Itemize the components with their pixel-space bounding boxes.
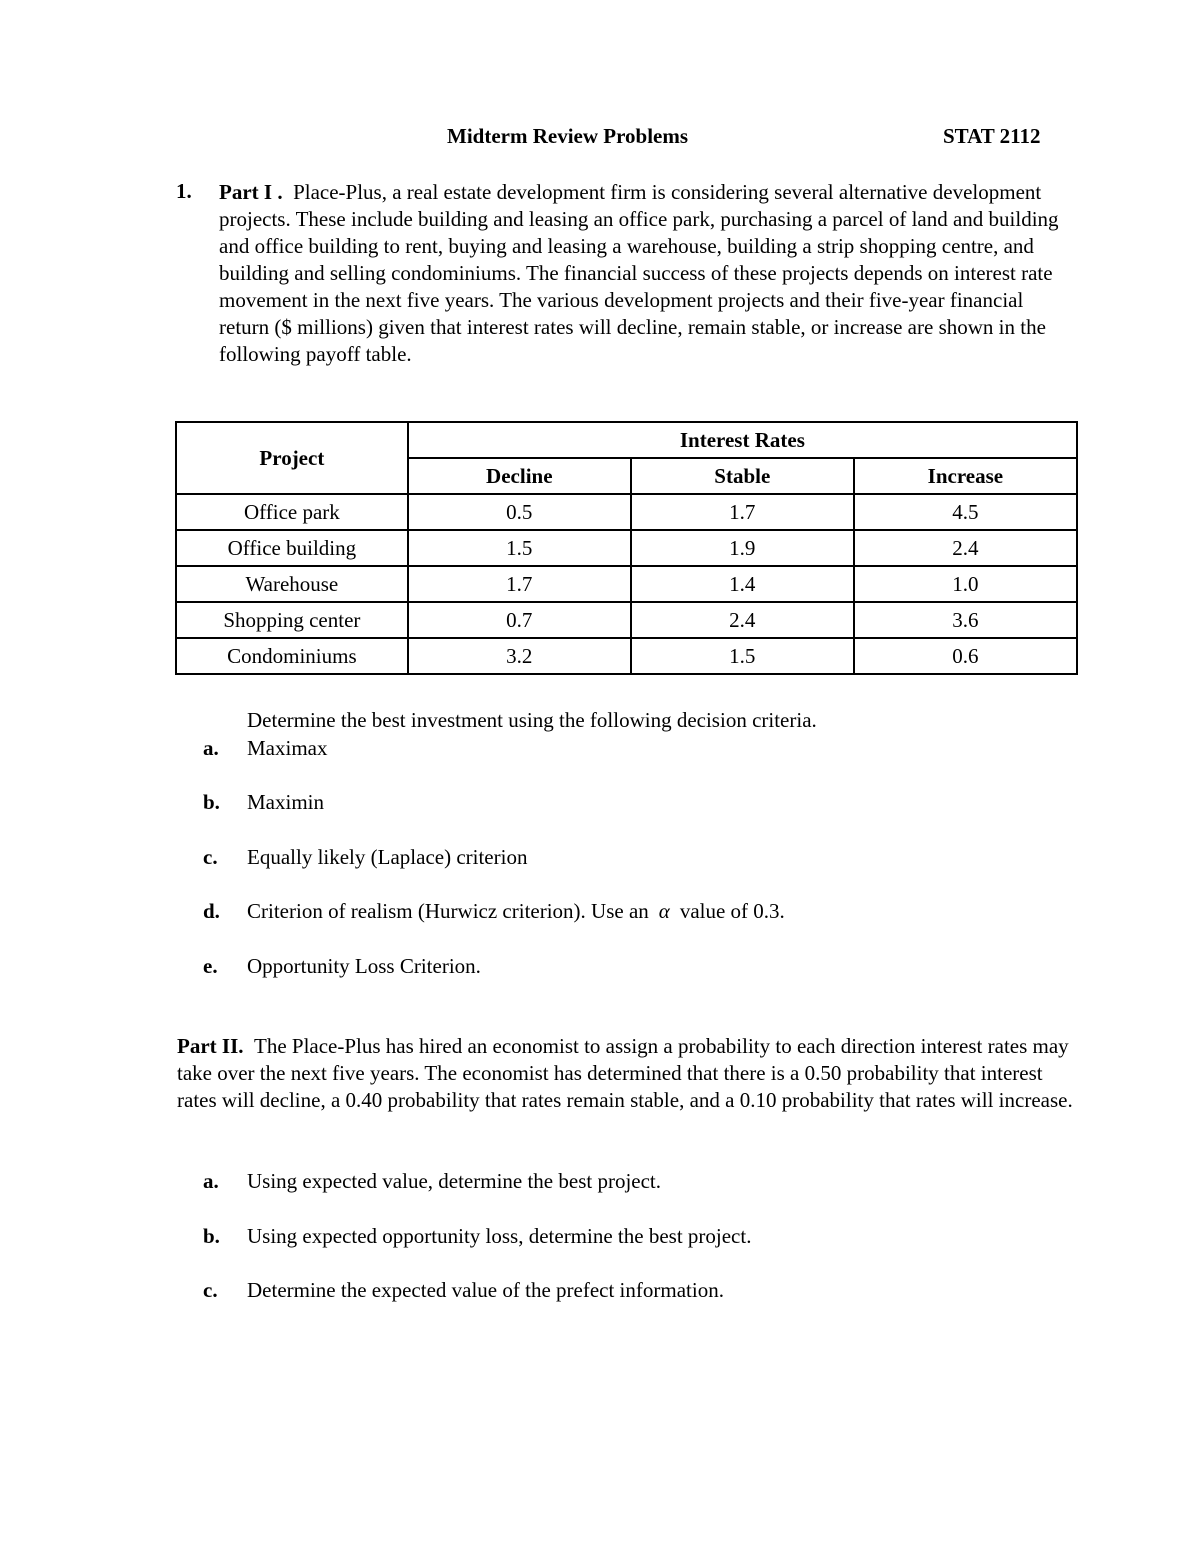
alpha-symbol: α (658, 899, 670, 923)
criteria-intro: Determine the best investment using the following decision criteria. (247, 708, 817, 732)
table-row (176, 530, 1077, 566)
project-header: Project (176, 422, 408, 494)
column-header-decline: Decline (408, 458, 631, 494)
item-text: Equally likely (Laplace) criterion (247, 845, 528, 869)
item-letter: c. (203, 1278, 218, 1302)
document-title: Midterm Review Problems (447, 124, 689, 148)
value-cell: 1.4 (631, 566, 854, 602)
item-letter: a. (203, 736, 219, 760)
project-cell: Shopping center (176, 602, 408, 638)
project-cell: Warehouse (176, 566, 408, 602)
item-text: Determine the expected value of the prefect information. (247, 1278, 724, 1302)
value-cell: 3.2 (408, 638, 631, 674)
item-text (247, 899, 785, 924)
course-code: STAT 2112 (943, 124, 1041, 148)
interest-rates-header: Interest Rates (408, 422, 1077, 458)
part1-paragraph (219, 179, 1059, 368)
project-cell: Office building (176, 530, 408, 566)
item-text: Maximin (247, 790, 324, 814)
value-cell: 0.7 (408, 602, 631, 638)
part2-label: Part II. (177, 1034, 244, 1058)
value-cell: 1.5 (631, 638, 854, 674)
table-row (176, 494, 1077, 530)
column-header-increase: Increase (854, 458, 1077, 494)
item-text: Maximax (247, 736, 328, 760)
value-cell: 2.4 (854, 530, 1077, 566)
hurwicz-text-after: value of 0.3. (679, 899, 785, 923)
hurwicz-text-before: Criterion of realism (Hurwicz criterion). Use an (247, 899, 649, 923)
column-header-stable: Stable (631, 458, 854, 494)
value-cell: 1.5 (408, 530, 631, 566)
payoff-table (175, 421, 1078, 675)
item-text: Using expected value, determine the best project. (247, 1169, 662, 1193)
table-row (176, 602, 1077, 638)
value-cell: 1.9 (631, 530, 854, 566)
item-letter: b. (203, 790, 220, 814)
item-letter: c. (203, 845, 218, 869)
value-cell: 3.6 (854, 602, 1077, 638)
part2-paragraph (177, 1033, 1077, 1114)
item-letter: b. (203, 1224, 220, 1248)
table-row (176, 638, 1077, 674)
value-cell: 0.6 (854, 638, 1077, 674)
item-letter: e. (203, 954, 218, 978)
project-cell: Condominiums (176, 638, 408, 674)
part1-text: Place-Plus, a real estate development firm is considering several alternative development projects. These include building and leasing an office park, purchasing a parcel of land and building and office building to rent, buying and leasing a warehouse, building a strip shopping centre, and building and selling condominiums. The financial success of these projects depends on interest rate movement in the next five years. The various development projects and their five-year financial return ($ millions) given that interest rates will decline, remain stable, or increase are shown in the following payoff table. (219, 180, 1059, 366)
project-cell: Office park (176, 494, 408, 530)
item-letter: d. (203, 899, 220, 923)
value-cell: 4.5 (854, 494, 1077, 530)
table-row (176, 566, 1077, 602)
table-header-row (176, 422, 1077, 458)
value-cell: 2.4 (631, 602, 854, 638)
value-cell: 0.5 (408, 494, 631, 530)
part1-label: Part I . (219, 180, 283, 204)
question-number: 1. (176, 179, 192, 203)
value-cell: 1.0 (854, 566, 1077, 602)
value-cell: 1.7 (631, 494, 854, 530)
item-text: Using expected opportunity loss, determine the best project. (247, 1224, 752, 1248)
item-text: Opportunity Loss Criterion. (247, 954, 481, 978)
item-letter: a. (203, 1169, 219, 1193)
part2-text: The Place-Plus has hired an economist to assign a probability to each direction interest rates may take over the next five years. The economist has determined that there is a 0.50 probability that interest rates will decline, a 0.40 probability that rates remain stable, and a 0.10 probability that rates will increase. (177, 1034, 1073, 1112)
value-cell: 1.7 (408, 566, 631, 602)
